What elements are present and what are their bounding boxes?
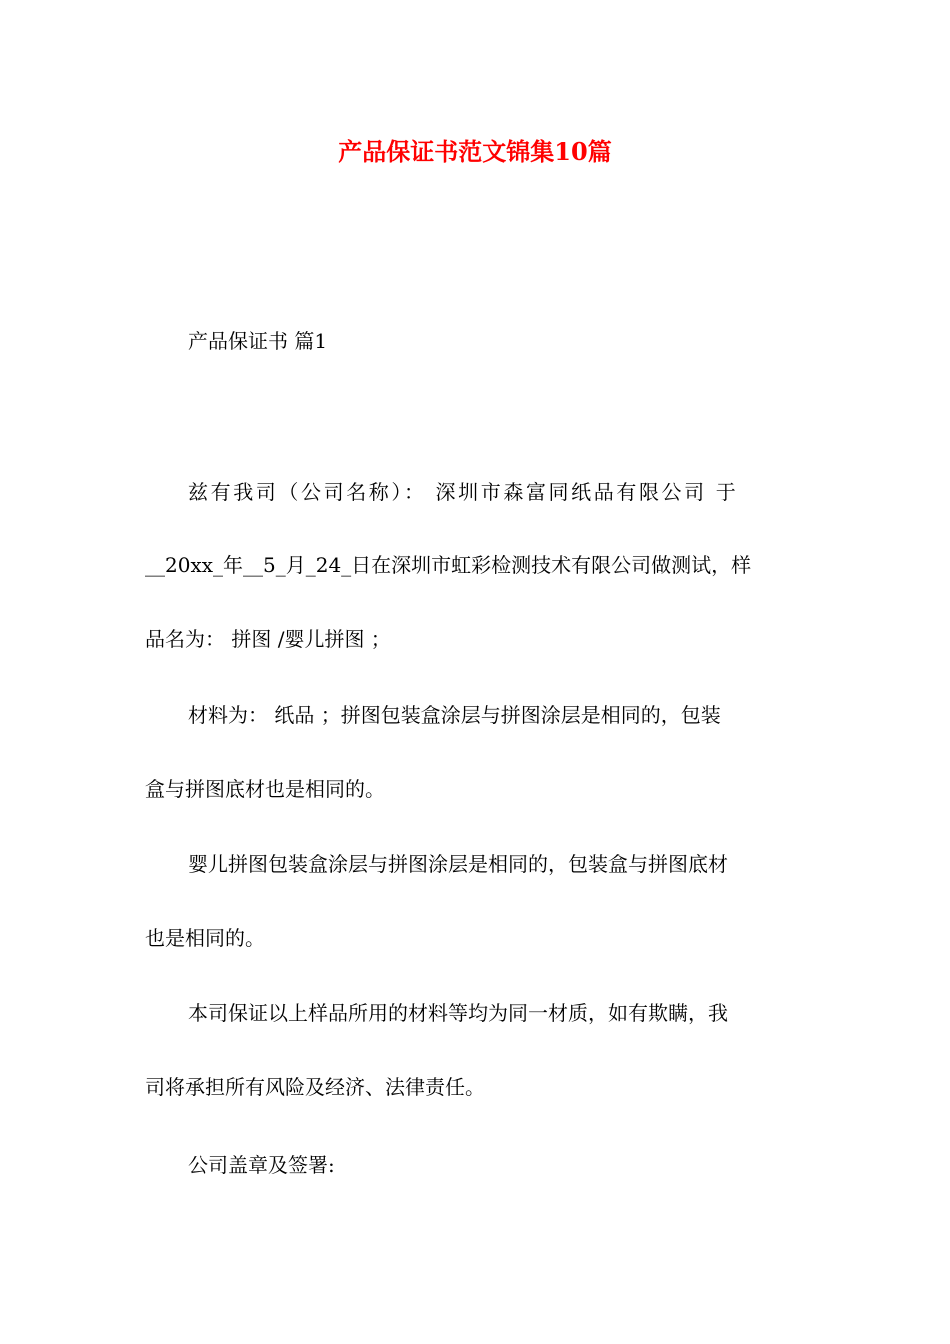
- signature-label: 公司盖章及签署:: [188, 1153, 335, 1177]
- section-heading: 产品保证书 篇1: [188, 329, 328, 353]
- paragraph-2-line-2: 盒与拼图底材也是相同的。: [145, 777, 385, 801]
- paragraph-1-line-2: __20xx_年__5_月_24_日在深圳市虹彩检测技术有限公司做测试，样: [145, 553, 752, 577]
- paragraph-3-line-2: 也是相同的。: [145, 926, 265, 950]
- paragraph-2-line-1: 材料为： 纸品 ；拼图包装盒涂层与拼图涂层是相同的，包装: [188, 703, 721, 727]
- paragraph-4-line-1: 本司保证以上样品所用的材料等均为同一材质，如有欺瞒，我: [188, 1001, 728, 1025]
- paragraph-1-line-3: 品名为： 拼图 /婴儿拼图 ；: [145, 627, 391, 651]
- paragraph-1-line-1: 兹有我司（公司名称）： 深圳市森富同纸品有限公司 于: [188, 480, 739, 504]
- paragraph-3-line-1: 婴儿拼图包装盒涂层与拼图涂层是相同的，包装盒与拼图底材: [188, 852, 728, 876]
- document-title: 产品保证书范文锦集10篇: [338, 137, 612, 166]
- paragraph-4-line-2: 司将承担所有风险及经济、法律责任。: [145, 1075, 485, 1099]
